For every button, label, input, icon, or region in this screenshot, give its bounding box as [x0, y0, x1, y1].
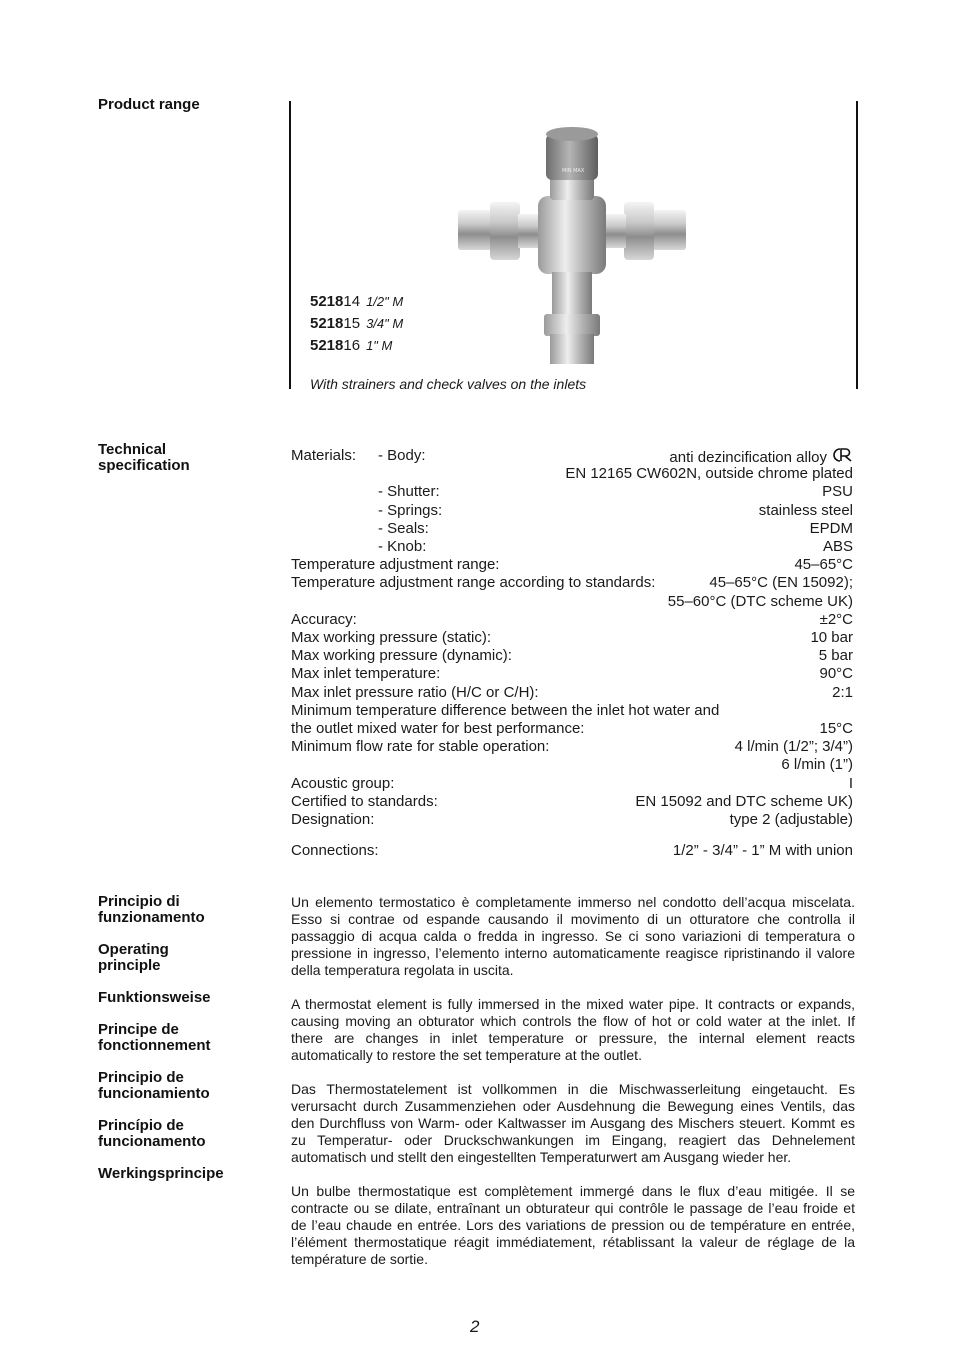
spec-row [291, 556, 853, 574]
mixing-valve-image [452, 118, 692, 370]
principle-heading: Funktionsweise [98, 989, 211, 1006]
spec-sublabel: - Seals: [378, 519, 429, 537]
thermostatic-mixing-valve-photo-icon [452, 118, 692, 370]
spec-row [291, 502, 853, 520]
spec-value: 15°C [819, 720, 853, 737]
principle-heading: Operating principle [98, 941, 169, 974]
spec-value: 6 l/min (1”) [781, 756, 853, 774]
spec-value: 45–65°C [794, 556, 853, 574]
spec-value: ±2°C [819, 610, 853, 628]
spec-row [291, 793, 853, 811]
spec-row [291, 756, 853, 774]
spec-value: 10 bar [810, 629, 853, 646]
paragraph-french: Un bulbe thermostatique est complètement immergé dans le flux d’eau mitigée. Il se contracte ou se dilate, entraînant un obturateur qui contrôle le passage de l’eau froide et de l’eau chaude en entrée. Lors des variations de pression ou de température en entrée, l’élément thermostatique réagit immédiatement, rétablissant la valeur de réglage de la température de sortie. [291, 1183, 855, 1267]
spec-row [291, 720, 853, 738]
right-divider-line [856, 101, 858, 389]
spec-value: 45–65°C (EN 15092); [709, 574, 853, 592]
spec-value: 2:1 [832, 683, 853, 701]
spec-value: I [848, 774, 853, 792]
spec-value: PSU [822, 483, 853, 501]
spec-label: Materials: [291, 447, 357, 464]
principle-text [291, 894, 855, 1268]
spec-label: the outlet mixed water for best performance: [291, 720, 585, 737]
spec-value: EN 15092 and DTC scheme UK) [635, 792, 853, 810]
spec-label: Acoustic group: [291, 774, 395, 792]
left-divider-line [289, 101, 291, 389]
spec-label: Max inlet temperature: [291, 665, 441, 683]
product-code-row: 521815 3/4" M [310, 315, 404, 332]
spec-label: Certified to standards: [291, 792, 438, 810]
principle-heading: Principio de funcionamiento [98, 1069, 210, 1102]
spec-value: ABS [822, 538, 853, 555]
paragraph-english: A thermostat element is fully immersed in the mixed water pipe. It contracts or expands, causing moving an obturator which controls the flow of hot or cold water at the inlet. If there are changes in inlet temperature or pressure, the internal element reacts automatically to restore the set temperature at the outlet. [291, 996, 855, 1063]
principle-heading: Werkingsprincipe [98, 1165, 224, 1182]
spec-label: Max inlet pressure ratio (H/C or C/H): [291, 683, 539, 701]
spec-value: 90°C [819, 665, 853, 683]
spec-value: stainless steel [758, 501, 853, 519]
svg-text:MIN MAX: MIN MAX [562, 168, 585, 174]
connections-row [291, 842, 853, 860]
spec-row [291, 465, 853, 483]
spec-label: Temperature adjustment range: [291, 556, 500, 574]
product-code-row: 521814 1/2" M [310, 293, 404, 310]
spec-label: Temperature adjustment range according to standards: [291, 574, 656, 592]
spec-row [291, 520, 853, 538]
principle-heading: Princípio de funcionamento [98, 1117, 206, 1150]
spec-row [291, 593, 853, 611]
spec-row [291, 538, 853, 556]
spec-row [291, 483, 853, 501]
page-number: 2 [470, 1317, 480, 1336]
spec-sublabel: - Springs: [378, 501, 443, 519]
spec-row [291, 738, 853, 756]
spec-row [291, 665, 853, 683]
spec-value: EPDM [809, 519, 853, 537]
spec-row [291, 629, 853, 647]
spec-value: 4 l/min (1/2”; 3/4”) [734, 738, 853, 756]
spec-row [291, 647, 853, 665]
spec-label: Max working pressure (static): [291, 629, 492, 646]
spec-label: Designation: [291, 811, 375, 828]
spec-value: 55–60°C (DTC scheme UK) [667, 592, 853, 610]
spec-sublabel: - Knob: [378, 538, 427, 555]
spec-row [291, 811, 853, 829]
spec-value: 5 bar [818, 647, 853, 665]
spec-row [291, 574, 853, 592]
spec-sublabel: - Body: [378, 447, 426, 464]
spec-value: EN 12165 CW602N, outside chrome plated [565, 465, 853, 483]
spec-value: 1/2” - 3/4” - 1” M with union [672, 842, 853, 859]
spec-row [291, 775, 853, 793]
spec-label: Max working pressure (dynamic): [291, 647, 512, 665]
spec-value: type 2 (adjustable) [729, 811, 853, 828]
spec-value: anti dezincification alloy [669, 447, 853, 468]
principle-heading: Principio di funzionamento [98, 893, 205, 926]
paragraph-italian: Un elemento termostatico è completamente immerso nel condotto dell’acqua miscelata. Esso si contrae od espande causando il movimento di un otturatore che controlla il passaggio di acqua calda o fredda in ingresso. Se ci sono variazioni di temperatura o pressione in ingresso, l’elemento interno automaticamente reagisce ripristinando il valore della temperatura regolata in uscita. [291, 894, 855, 978]
product-code-row: 521816 1" M [310, 337, 393, 354]
spec-row [291, 447, 853, 465]
paragraph-german: Das Thermostatelement ist vollkommen in die Mischwasserleitung eingetaucht. Es verursacht durch Zusammenziehen oder Ausdehnung die Bewegung eines Ventils, das den Durchfluss von Warm- oder Kaltwasser im Ausgang des Mischers steuert. Kommt es zu Temperatur- oder Druckschwankungen im Eingang, reagiert das Dehnelement automatisch und stellt den eingestellten Temperaturwert am Ausgang wieder her. [291, 1081, 855, 1165]
spec-label: Minimum flow rate for stable operation: [291, 738, 550, 756]
spec-row [291, 684, 853, 702]
spec-row [291, 702, 853, 720]
principle-heading: Principe de fonctionnement [98, 1021, 211, 1054]
spec-label: Connections: [291, 842, 379, 859]
spec-row [291, 611, 853, 629]
spec-label: Accuracy: [291, 610, 357, 628]
strainers-note: With strainers and check valves on the inlets [310, 376, 587, 392]
spec-sublabel: - Shutter: [378, 483, 440, 501]
spec-label: Minimum temperature difference between the inlet hot water and [291, 701, 720, 719]
technical-specification-heading: Technical specification [98, 441, 190, 474]
product-range-heading: Product range [98, 96, 200, 113]
spec-table [291, 447, 853, 827]
